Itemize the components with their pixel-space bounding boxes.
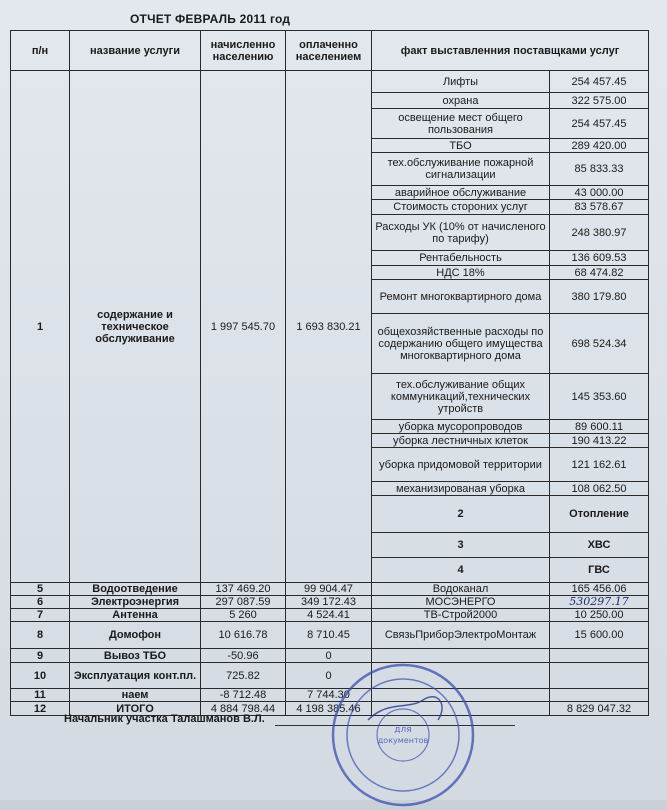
header-cell: факт выставленния поставщками услуг (372, 31, 649, 71)
supplier-item: охрана (372, 93, 550, 109)
service-name: Антенна (70, 609, 201, 622)
header-cell: название услуги (70, 31, 201, 71)
row-number: 4 (372, 558, 550, 583)
paid-amount: 1 693 830.21 (286, 71, 372, 583)
svg-text:документов: документов (377, 736, 429, 745)
supplier-amount: 145 353.60 (550, 374, 649, 420)
supplier-amount: 89 600.11 (550, 420, 649, 434)
charged-amount: 4 884 798.44 (201, 702, 286, 716)
supplier-amount (550, 649, 649, 663)
service-name: ГВС (550, 558, 649, 583)
supplier-amount: 68 474.82 (550, 266, 649, 280)
table-row (11, 622, 649, 649)
paid-amount: 99 904.47 (286, 583, 372, 596)
service-name: наем (70, 689, 201, 702)
supplier-item: тех.обслуживание общих коммуникаций,технических утройств (372, 374, 550, 420)
supplier-item: уборка придомовой территории (372, 448, 550, 482)
round-stamp-seal (328, 660, 478, 810)
service-name: Вывоз ТБО (70, 649, 201, 663)
supplier-item: механизированая уборка (372, 482, 550, 496)
row-number: 7 (11, 609, 70, 622)
paid-amount: 0 (286, 663, 372, 689)
table-row (11, 71, 649, 93)
service-name: Отопление (550, 496, 649, 533)
service-name: ИТОГО (70, 702, 201, 716)
supplier-amount: 289 420.00 (550, 139, 649, 153)
charged-amount: 137 469.20 (201, 583, 286, 596)
charged-amount: 725.82 (201, 663, 286, 689)
row-number: 5 (11, 583, 70, 596)
supplier-amount (550, 689, 649, 702)
supplier-item: общехозяйственные расходы по содержанию общего имущества многоквартирного дома (372, 314, 550, 374)
supplier-amount: 254 457.45 (550, 109, 649, 139)
row-number: 11 (11, 689, 70, 702)
supplier-amount: 8 829 047.32 (550, 702, 649, 716)
supplier-amount: 322 575.00 (550, 93, 649, 109)
row-number: 2 (372, 496, 550, 533)
supplier-item: НДС 18% (372, 266, 550, 280)
supplier-item: ТБО (372, 139, 550, 153)
service-name: ХВС (550, 533, 649, 558)
supplier-name: Водоканал (372, 583, 550, 596)
table-row (11, 596, 649, 609)
row-number: 8 (11, 622, 70, 649)
supplier-item: аварийное обслуживание (372, 186, 550, 200)
table-row (11, 609, 649, 622)
supplier-amount: 10 250.00 (550, 609, 649, 622)
charged-amount: -8 712.48 (201, 689, 286, 702)
supplier-name: ТВ-Строй2000 (372, 609, 550, 622)
supplier-amount: 165 456.06 (550, 583, 649, 596)
supplier-amount-handwritten: 530297.17 (550, 596, 649, 609)
supplier-amount: 380 179.80 (550, 280, 649, 314)
paid-amount: 349 172.43 (286, 596, 372, 609)
charged-amount: 10 616.78 (201, 622, 286, 649)
paid-amount: 8 710.45 (286, 622, 372, 649)
supplier-amount: 85 833.33 (550, 153, 649, 186)
header-row (11, 31, 649, 71)
header-cell: п/н (11, 31, 70, 71)
paid-amount: 0 (286, 649, 372, 663)
row-number: 9 (11, 649, 70, 663)
supplier-item: освещение мест общего пользования (372, 109, 550, 139)
svg-text:для: для (394, 725, 412, 735)
header-cell: оплаченно населением (286, 31, 372, 71)
supplier-amount (550, 663, 649, 689)
supplier-item: тех.обслуживание пожарной сигнализации (372, 153, 550, 186)
report-table (10, 30, 649, 716)
row-number: 6 (11, 596, 70, 609)
supplier-amount: 136 609.53 (550, 251, 649, 266)
service-name: Эксплуатация конт.пл. (70, 663, 201, 689)
supplier-item: Рентабельность (372, 251, 550, 266)
service-name: Электроэнергия (70, 596, 201, 609)
row-number: 12 (11, 702, 70, 716)
page-title: ОТЧЕТ ФЕВРАЛЬ 2011 год (130, 12, 291, 26)
service-name: содержание и техническое обслуживание (70, 71, 201, 583)
paid-amount: 7 744.30 (286, 689, 372, 702)
charged-amount: 5 260 (201, 609, 286, 622)
row-number: 1 (11, 71, 70, 583)
signature-caption: Начальник участка Талашманов В.Л. (64, 713, 265, 725)
supplier-name: СвязьПриборЭлектроМонтаж (372, 622, 550, 649)
supplier-amount: 15 600.00 (550, 622, 649, 649)
supplier-item: уборка лестничных клеток (372, 434, 550, 448)
service-name: Водоотведение (70, 583, 201, 596)
row-number: 3 (372, 533, 550, 558)
supplier-item: Расходы УК (10% от начисленого по тарифу) (372, 215, 550, 251)
supplier-item: Стоимость сторониx услуг (372, 200, 550, 215)
charged-amount: -50.96 (201, 649, 286, 663)
supplier-amount: 190 413.22 (550, 434, 649, 448)
paid-amount: 4 198 385.46 (286, 702, 372, 716)
row-number: 10 (11, 663, 70, 689)
supplier-amount: 698 524.34 (550, 314, 649, 374)
supplier-amount: 121 162.61 (550, 448, 649, 482)
supplier-amount: 83 578.67 (550, 200, 649, 215)
supplier-amount: 248 380.97 (550, 215, 649, 251)
supplier-amount: 254 457.45 (550, 71, 649, 93)
supplier-amount: 43 000.00 (550, 186, 649, 200)
supplier-item: Лифты (372, 71, 550, 93)
charged-amount: 297 087.59 (201, 596, 286, 609)
header-cell: начисленно населению (201, 31, 286, 71)
table-row (11, 583, 649, 596)
supplier-item: Ремонт многоквартирного дома (372, 280, 550, 314)
supplier-amount: 108 062.50 (550, 482, 649, 496)
service-name: Домофон (70, 622, 201, 649)
supplier-name: МОСЭНЕРГО (372, 596, 550, 609)
charged-amount: 1 997 545.70 (201, 71, 286, 583)
supplier-item: уборка мусоропроводов (372, 420, 550, 434)
paid-amount: 4 524.41 (286, 609, 372, 622)
